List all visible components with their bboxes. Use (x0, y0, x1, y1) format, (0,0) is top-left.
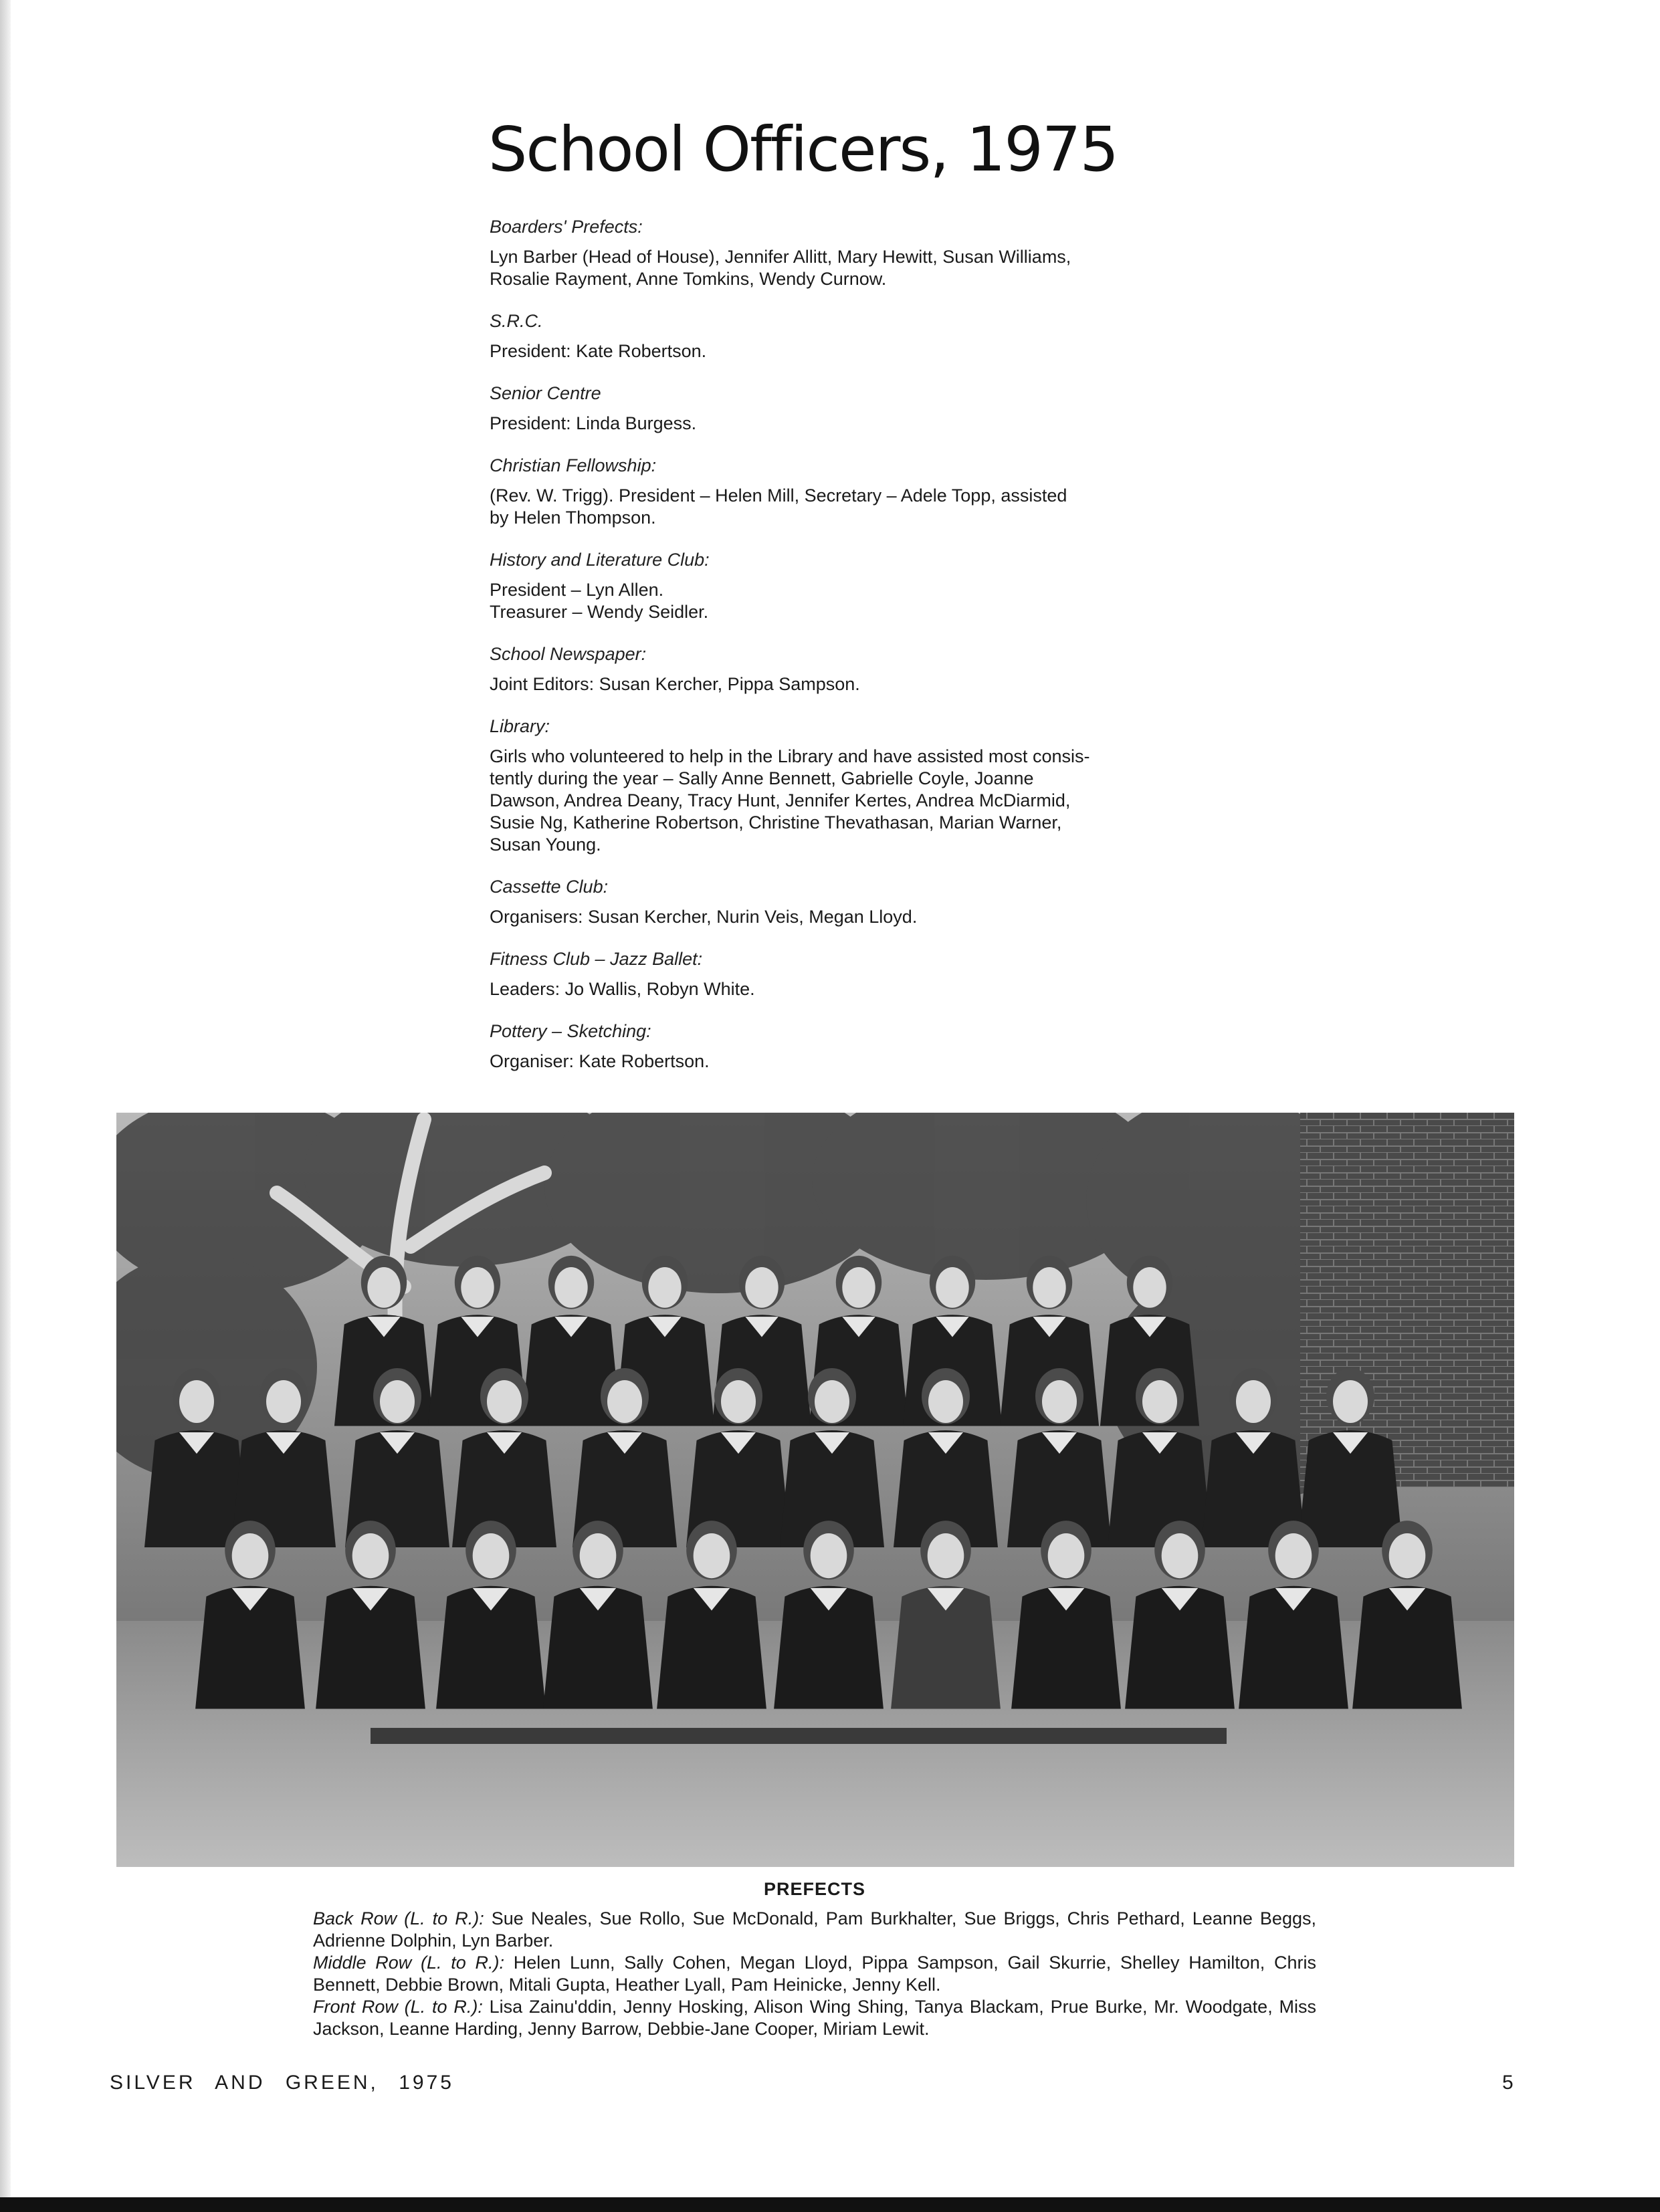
section-line: Dawson, Andrea Deany, Tracy Hunt, Jennifer Kertes, Andrea McDiarmid, (490, 790, 1071, 810)
photo-illustration (116, 1113, 1514, 1867)
section-body (490, 340, 1162, 362)
officer-section (490, 948, 1162, 1000)
section-heading: Cassette Club: (490, 877, 609, 897)
section-heading: Senior Centre (490, 383, 601, 403)
section-line: President: Linda Burgess. (490, 413, 697, 433)
caption-row-names: Helen Lunn, Sally Cohen, Megan Lloyd, Pippa Sampson, Gail Skurrie, Shelley Hamilton, Chris Bennett, Debbie Brown, Mitali Gupta, Heather Lyall, Pam Heinicke, Jenny Kell. (313, 1953, 1317, 1995)
section-line: Susan Young. (490, 835, 601, 855)
page-number: 5 (1502, 2072, 1514, 2094)
caption-body (313, 1908, 1316, 2040)
section-body (490, 673, 1162, 695)
section-line: Lyn Barber (Head of House), Jennifer Allitt, Mary Hewitt, Susan Williams, (490, 247, 1071, 267)
section-heading: History and Literature Club: (490, 550, 710, 570)
officer-section (490, 1020, 1162, 1073)
photo-caption (313, 1879, 1316, 2040)
officer-section (490, 215, 1162, 290)
caption-row-label: Back Row (L. to R.): (313, 1908, 484, 1928)
page-title: School Officers, 1975 (488, 114, 1118, 185)
section-body (490, 906, 1162, 928)
section-heading: Pottery – Sketching: (490, 1021, 651, 1041)
section-line: tently during the year – Sally Anne Bennett, Gabrielle Coyle, Joanne (490, 768, 1034, 788)
page-binding-edge (0, 0, 11, 2212)
officer-section (490, 875, 1162, 928)
caption-row-names: Sue Neales, Sue Rollo, Sue McDonald, Pam Burkhalter, Sue Briggs, Chris Pethard, Leanne Beggs, Adrienne Dolphin, Lyn Barber. (313, 1908, 1316, 1951)
section-heading: School Newspaper: (490, 644, 647, 664)
section-line: Leaders: Jo Wallis, Robyn White. (490, 979, 755, 999)
section-body (490, 746, 1162, 856)
section-body (490, 579, 1162, 623)
section-line: Organisers: Susan Kercher, Nurin Veis, Megan Lloyd. (490, 907, 918, 927)
section-line: President: Kate Robertson. (490, 341, 707, 361)
section-line: Susie Ng, Katherine Robertson, Christine Thevathasan, Marian Warner, (490, 812, 1062, 833)
section-body (490, 1050, 1162, 1073)
officer-section (490, 548, 1162, 623)
officer-section (490, 643, 1162, 695)
section-line: President – Lyn Allen. (490, 580, 664, 600)
section-heading: S.R.C. (490, 311, 543, 331)
officer-section (490, 310, 1162, 362)
section-heading: Boarders' Prefects: (490, 217, 643, 237)
section-line: Rosalie Rayment, Anne Tomkins, Wendy Curnow. (490, 269, 887, 289)
caption-row-label: Middle Row (L. to R.): (313, 1953, 504, 1973)
officer-section (490, 382, 1162, 435)
section-heading: Christian Fellowship: (490, 455, 657, 475)
section-body (490, 246, 1162, 290)
prefects-group-photo (116, 1113, 1514, 1867)
officer-section (490, 454, 1162, 529)
caption-title: PREFECTS (763, 1879, 866, 1899)
section-line: Treasurer – Wendy Seidler. (490, 602, 709, 622)
officer-section (490, 715, 1162, 856)
officers-list (490, 215, 1162, 1092)
section-body (490, 485, 1162, 529)
section-line: Girls who volunteered to help in the Library and have assisted most consis- (490, 746, 1090, 766)
section-heading: Fitness Club – Jazz Ballet: (490, 949, 703, 969)
section-body (490, 978, 1162, 1000)
section-body (490, 413, 1162, 435)
section-heading: Library: (490, 716, 550, 736)
caption-row-names: Lisa Zainu'ddin, Jenny Hosking, Alison Wing Shing, Tanya Blackam, Prue Burke, Mr. Woodgate, Miss Jackson, Leanne Harding, Jenny Barrow, Debbie-Jane Cooper, Miriam Lewit. (313, 1997, 1316, 2039)
section-line: by Helen Thompson. (490, 508, 656, 528)
section-line: (Rev. W. Trigg). President – Helen Mill, Secretary – Adele Topp, assisted (490, 485, 1067, 506)
caption-row-label: Front Row (L. to R.): (313, 1997, 483, 2017)
footer-publication-title: SILVER AND GREEN, 1975 (110, 2072, 454, 2094)
section-line: Organiser: Kate Robertson. (490, 1051, 710, 1071)
section-line: Joint Editors: Susan Kercher, Pippa Sampson. (490, 674, 860, 694)
scan-bottom-edge (0, 2197, 1660, 2212)
